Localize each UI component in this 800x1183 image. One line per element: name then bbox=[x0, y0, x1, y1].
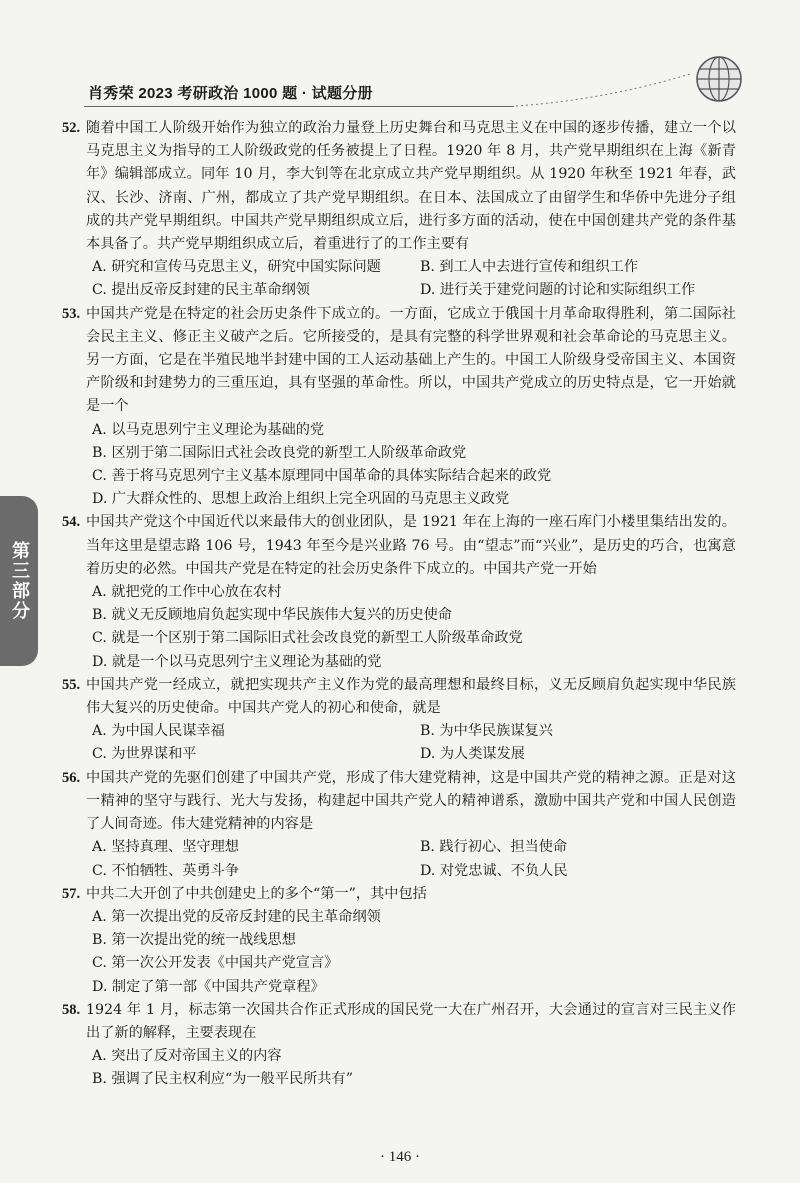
option-b: B. 区别于第二国际旧式社会改良党的新型工人阶级革命政党 bbox=[92, 444, 467, 461]
header-dotted-curve bbox=[514, 72, 694, 108]
option-a: A. 突出了反对帝国主义的内容 bbox=[92, 1048, 282, 1065]
option-c: C. 善于将马克思列宁主义基本原理同中国革命的具体实际结合起来的政党 bbox=[92, 468, 552, 485]
question-number: 54. bbox=[62, 514, 81, 531]
header-rule bbox=[84, 106, 514, 107]
option-d: D. 对党忠诚、不负人民 bbox=[419, 862, 568, 879]
book-title-header: 肖秀荣 2023 考研政治 1000 题 · 试题分册 bbox=[88, 85, 373, 102]
option-b: B. 就义无反顾地肩负起实现中华民族伟大复兴的历史使命 bbox=[92, 607, 452, 624]
question-text: 随着中国工人阶级开始作为独立的政治力量登上历史舞台和马克思主义在中国的逐步传播，建立一个以马克思主义为指导的工人阶级政党的任务被提上了日程。1920 年 8 月，共产党早期组织在上海《新青年》编辑部成立。同年 10 月，李大钊等在北京成立共产党早期组织。从 1920 年秋至 1921 年春，武汉、长沙、济南、广州，都成立了共产党早期组织。在日本、法国成立了由留学生和华侨中先进分子组成的共产党早期组织。中国共产党早期组织成立后，进行多方面的活动，使在中国创建共产党的条件基本具备了。共产党早期组织成立后，着重进行了的工作主要有 bbox=[86, 120, 736, 253]
option-d: D. 就是一个以马克思列宁主义理论为基础的党 bbox=[92, 653, 382, 670]
option-d: D. 进行关于建党问题的讨论和实际组织工作 bbox=[419, 282, 696, 299]
option-c: C. 提出反帝反封建的民主革命纲领 bbox=[92, 282, 310, 299]
question-number: 52. bbox=[62, 120, 81, 136]
option-b: B. 到工人中去进行宣传和组织工作 bbox=[419, 259, 639, 276]
option-b: B. 第一次提出党的统一战线思想 bbox=[92, 932, 296, 949]
section-side-tab: 第三部分 bbox=[0, 496, 38, 666]
option-a: A. 第一次提出党的反帝反封建的民主革命纲领 bbox=[92, 908, 381, 925]
question-number: 56. bbox=[62, 769, 81, 786]
question-58 bbox=[62, 999, 736, 1092]
question-text: 1924 年 1 月，标志第一次国共合作正式形成的国民党一大在广州召开，大会通过的宣言对三民主义作出了新的解释，主要表现在 bbox=[86, 1001, 736, 1041]
question-number: 57. bbox=[62, 885, 81, 902]
option-c: C. 不怕牺牲、英勇斗争 bbox=[92, 862, 240, 879]
question-54 bbox=[62, 511, 736, 673]
question-number: 58. bbox=[62, 1001, 81, 1018]
option-b: B. 为中华民族谋复兴 bbox=[419, 723, 553, 740]
option-b: B. 践行初心、担当使命 bbox=[419, 839, 568, 856]
option-a: A. 坚持真理、坚守理想 bbox=[92, 839, 239, 856]
option-d: D. 制定了第一部《中国共产党章程》 bbox=[92, 978, 325, 995]
option-c: C. 第一次公开发表《中国共产党宣言》 bbox=[92, 955, 339, 972]
question-text: 中国共产党是在特定的社会历史条件下成立的。一方面，它成立于俄国十月革命取得胜利，第二国际社会民主主义、修正主义破产之后。它所接受的，是具有完整的科学世界观和社会革命论的马克思主义。另一方面，它是在半殖民地半封建中国的工人运动基础上产生的。中国工人阶级身受帝国主义、本国资产阶级和封建势力的三重压迫，具有坚强的革命性。所以，中国共产党成立的历史特点是，它一开始就是一个 bbox=[86, 305, 736, 415]
question-list bbox=[62, 117, 736, 1092]
question-55 bbox=[62, 674, 736, 767]
option-a: A. 以马克思列宁主义理论为基础的党 bbox=[92, 421, 325, 438]
question-number: 53. bbox=[62, 305, 81, 322]
option-c: C. 为世界谋和平 bbox=[92, 746, 197, 763]
question-text: 中国共产党这个中国近代以来最伟大的创业团队，是 1921 年在上海的一座石库门小楼里集结出发的。当年这里是望志路 106 号，1943 年至今是兴业路 76 号。由“望志”而“兴业”，是历史的巧合，也寓意着历史的必然。中国共产党是在特定的社会历史条件下成立的。中国共产党一开始 bbox=[86, 514, 736, 577]
question-number: 55. bbox=[62, 676, 81, 693]
globe-icon bbox=[694, 54, 744, 104]
option-a: A. 研究和宣传马克思主义，研究中国实际问题 bbox=[92, 259, 381, 276]
question-text: 中国共产党一经成立，就把实现共产主义作为党的最高理想和最终目标，义无反顾肩负起实现中华民族伟大复兴的历史使命。中国共产党人的初心和使命，就是 bbox=[86, 676, 736, 717]
question-text: 中共二大开创了中共创建史上的多个“第一”，其中包括 bbox=[86, 885, 427, 902]
option-d: D. 为人类谋发展 bbox=[419, 746, 525, 763]
question-53 bbox=[62, 303, 736, 512]
option-b: B. 强调了民主权利应“为一般平民所共有” bbox=[92, 1071, 353, 1088]
option-d: D. 广大群众性的、思想上政治上组织上完全巩固的马克思主义政党 bbox=[92, 491, 510, 508]
question-text: 中国共产党的先驱们创建了中国共产党，形成了伟大建党精神，这是中国共产党的精神之源。正是对这一精神的坚守与践行、光大与发扬，构建起中国共产党人的精神谱系，激励中国共产党和中国人民创造了人间奇迹。伟大建党精神的内容是 bbox=[86, 769, 736, 833]
page-number: · 146 · bbox=[380, 1149, 420, 1165]
question-56 bbox=[62, 767, 736, 883]
option-c: C. 就是一个区别于第二国际旧式社会改良党的新型工人阶级革命政党 bbox=[92, 630, 523, 647]
option-a: A. 为中国人民谋幸福 bbox=[92, 723, 225, 740]
question-52 bbox=[62, 117, 736, 303]
option-a: A. 就把党的工作中心放在农村 bbox=[92, 584, 282, 601]
question-57 bbox=[62, 883, 736, 999]
